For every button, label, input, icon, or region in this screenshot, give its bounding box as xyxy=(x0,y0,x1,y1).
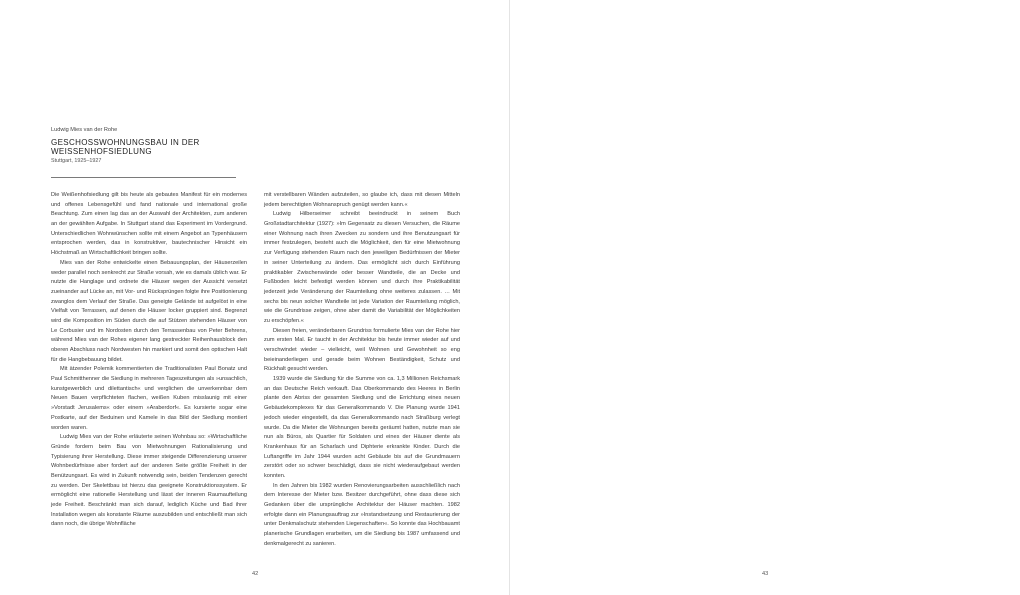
title-line-1: GESCHOSSWOHNUNGSBAU IN DER xyxy=(51,138,200,147)
paragraph: Ludwig Hilberseimer schreibt beeindruckt in seinem Buch Großstadtarchitektur (1927): »Im Gegensatz zu diesen Versuchen, die Räume einer Wohnung nach ihren Zwecken zu sondern und ihre Benutzungsart für immer festzulegen, besteht auch die Möglichkeit, den für eine Mietwohnung zur Verfügung stehenden Raum nach den jeweiligen Bedürfnissen der Mieter in seiner Unterteilung zu ändern. Das ermöglicht sich durch Einführung praktikabler Zwischenwände oder besser Wandteile, die an Decke und Fußboden leicht befestigt werden können und durch ihre Praktikabilität jederzeit jede Veränderung der Raumteilung ohne weiteres zulassen. … Mit sechs bis neun solcher Wandteile ist jede Variation der Raumteilung möglich, wie die Grundrisse zeigen, ohne aber damit die Variabilität der Möglichkeiten zu erschöpfen.« xyxy=(264,211,460,324)
paragraph: mit verstellbaren Wänden aufzuteilen, so glaube ich, dass mit diesen Mitteln jedem berechtigten Wohnanspruch genügt werden kann.« xyxy=(264,192,460,208)
article-heading xyxy=(51,127,241,164)
text-column-2 xyxy=(264,191,460,549)
architect-name: Ludwig Mies van der Rohe xyxy=(51,127,118,133)
page-number-left: 42 xyxy=(252,571,259,577)
right-page xyxy=(510,0,1020,595)
paragraph: 1939 wurde die Siedlung für die Summe von ca. 1,3 Millionen Reichsmark an das Deutsche Reich verkauft. Das Oberkommando des Heeres in Berlin plante den Abriss der gesamten Siedlung und die Errichtung eines neuen Gebäudekomplexes für das Generalkommando V. Die Planung wurde 1941 jedoch wieder eingestellt, da das Generalkommando nach Straßburg verlegt wurde. Da die Mieter die Wohnungen bereits geräumt hatten, nutzte man sie nun als Büros, als Quartier für Soldaten und eines der Häuser diente als Krankenhaus für an Scharlach und Diphterie erkrankte Kinder. Durch die Luftangriffe im Jahr 1944 wurden acht Gebäude bis auf die Grundmauern zerstört oder so schwer beschädigt, dass sie nicht wiederaufgebaut werden konnten. xyxy=(264,376,460,479)
page-number-right: 43 xyxy=(762,571,769,577)
article-title xyxy=(51,138,241,156)
paragraph: In den Jahren bis 1982 wurden Renovierungsarbeiten ausschließlich nach dem Interesse der Mieter bzw. Besitzer durchgeführt, ohne dass diese sich Gedanken über die ursprüngliche Architektur der Häuser machten. 1982 erfolgte dann ein Planungsauftrag zur »Instandsetzung und Restaurierung der unter Denkmalschutz stehenden Liegenschaften«. So konnte das Hochbauamt planerische Grundlagen erarbeiten, um die Siedlung bis 1987 umfassend und denkmalgerecht zu sanieren. xyxy=(264,482,460,547)
heading-divider xyxy=(51,177,236,178)
text-column-1 xyxy=(51,191,247,530)
left-page xyxy=(0,0,509,595)
paragraph: Diesen freien, veränderbaren Grundriss formulierte Mies van der Rohe hier zum ersten Mal. Er taucht in der Architektur bis heute immer wieder auf und verschwindet wieder – vielleicht, weil Wohnen und Gewohnheit so eng beieinanderliegen und gerade beim Wohnen Beständigkeit, Schutz und Rückhalt gesucht werden. xyxy=(264,327,460,373)
paragraph: Mies van der Rohe entwickelte einen Bebauungsplan, der Häuserzeilen weder parallel noch senkrecht zur Straße vorsah, wie es damals üblich war. Er nutzte die Hanglage und ordnete die Häuser wegen der Aussicht versetzt zueinander auf Lücke an, mit Vor- und Rücksprüngen folgte ihre Positionierung zwanglos dem Verlauf der Straße. Das geneigte Gelände ist aufgelöst in eine Vielfalt von Terrassen, auf denen die Häuser locker gruppiert sind. Begrenzt wird die Komposition im Süden durch die auf Stützen stehenden Häuser von Le Corbusier und im Nordosten durch den Terrassenbau von Peter Behrens, während Mies van der Rohes eigener lang gestreckter Reihenhausblock den oberen Abschluss nach Nordwesten hin markiert und somit den optischen Halt für die Hangbebauung bildet. xyxy=(51,259,247,363)
paragraph: Ludwig Mies van der Rohe erläuterte seinen Wohnbau so: »Wirtschaftliche Gründe fordern beim Bau von Mietwohnungen Rationalisierung und Typisierung ihrer Herstellung. Diese immer steigende Differenzierung unserer Wohnbedürfnisse aber fordert auf der anderen Seite größte Freiheit in der Benützungsart. Es wird in Zukunft notwendig sein, beiden Tendenzen gerecht zu werden. Der Skelettbau ist hierzu das geeignete Konstruktionssystem. Er ermöglicht eine rationelle Herstellung und lässt der inneren Raumaufteilung jede Freiheit. Beschränkt man sich darauf, lediglich Küche und Bad ihrer Installation wegen als konstante Räume auszubilden und entschließt man sich dann noch, die übrige Wohnfläche xyxy=(51,434,247,528)
title-line-2: WEISSENHOFSIEDLUNG xyxy=(51,147,152,157)
paragraph: Mit ätzender Polemik kommentierten die Traditionalisten Paul Bonatz und Paul Schmitthenner die Siedlung in mehreren Tageszeitungen als »unsachlich, kunstgewerblich und dilettantisch« und verglichen die unverkennbar dem Neuen Bauen verpflichteten flachen, weißen Kuben misslaunig mit einer »Vorstadt Jerusalems« oder einem »Araberdorf«. Es kursierte sogar eine Postkarte, auf der Beduinen und Kamele in das Bild der Siedlung montiert worden waren. xyxy=(51,366,247,431)
article-subtitle: Stuttgart, 1925–1927 xyxy=(51,158,102,165)
paragraph: Die Weißenhofsiedlung gilt bis heute als gebautes Manifest für ein modernes und offenes Lebensgefühl und fand nationale und international große Beachtung. Zum einen lag das an der Auswahl der Architekten, zum anderen an der gewählten Aufgabe. In Stuttgart stand das Experiment im Vordergrund. Unterschiedlichen Wohnwünschen sollte mit einem Angebot an Typenhäusern entsprochen werden, das in konstruktiver, bautechnischer Hinsicht ein Höchstmaß an Wirtschaftlichkeit bringen sollte. xyxy=(51,192,247,257)
